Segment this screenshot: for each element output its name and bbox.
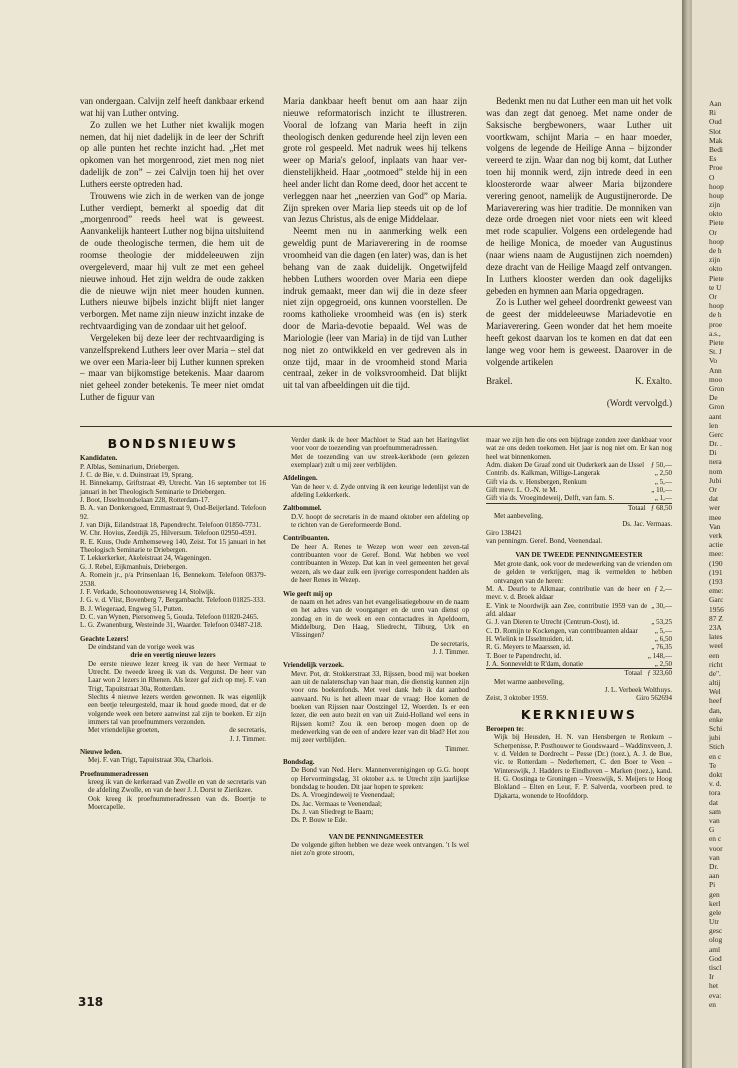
nieuwe-leden-title: Nieuwe leden. [80,748,122,757]
gift-row [486,461,672,469]
next-page-fragment: te U [709,282,722,292]
next-page-fragment: Gerc [709,429,724,439]
next-page-fragment: de h [709,246,722,256]
next-page-fragment: okto [709,264,723,274]
article-column-2 [283,96,467,392]
signature-name: J. J. Timmer. [432,647,469,656]
gift-desc: M. A. Deurlo te Alkmaar, contributie van de heer en mevr. v. d. Broek aldaar [486,584,651,602]
list-item: P. Alblas, Seminarium, Driebergen. [80,462,180,471]
list-item: B. J. Wiegeraad, Engweg 51, Putten. [80,604,184,613]
next-page-fragment: dat [709,797,719,807]
lezers-title: Geachte Lezers! [80,634,129,643]
gift-row [486,652,672,660]
gift-amount: „ 5,— [654,626,672,635]
next-page-fragment: gen [709,889,720,899]
bondsdag-title: Bondsdag. [283,758,315,767]
place-giro-row [486,694,672,702]
next-page-fragment: voor [709,843,723,853]
paragraph: De eindstand van de vorige week was [88,642,195,651]
next-page-fragment: Or [709,227,717,237]
list-item: J. F. Verkade, Schoonouwenseweg 14, Stolwijk. [80,587,216,596]
next-page-fragment: altij [709,678,721,688]
greeting: Met vriendelijke groeten, [88,726,160,735]
next-page-fragment: St. J [709,347,722,357]
next-page-fragment: Di [709,448,717,458]
next-page-fragment: Or [709,292,717,302]
paragraph: De heer A. Renes te Wezep won weer een zeven-tal contribuanten voor de Geref. Bond. Wat hebben we veel contribuanten in Wezep. Dat kan in veel gemeenten het geval wezen, als we daar zulk een ijverige correspondent hadden als de heer Renes in Wezep. [291,542,469,585]
next-page-fragment: len [709,420,719,430]
total-label: Totaal [628,503,646,512]
next-page-fragment: Aan [709,99,722,108]
news-column-2 [283,436,469,858]
next-page-fragment: richt [709,659,723,669]
list-item: H. Binnekamp, Griftstraat 49, Utrecht. Van 16 september tot 16 januari in het Theologisch Seminarie te Driebergen. [80,479,266,496]
paragraph: Wijk bij Heusden, H. N. van Hensbergen te Renkum – Scherpenisse, P. Posthouwer te Goudswaard – Waddinxveen, J. v. d. Velden te Dordrecht – Pesse (Dr.) (toez.), A. J. de Bue, vic. te Rotterdam – Nederhemert, C. den Boer te Veen – Winterswijk, J. Hadders te Eindhoven – Marken (toez.), kand. H. G. Oostinga te Groningen – Vreeswijk, S. Meijers te Hoog Blokland – Elten en Leur, F. P. Salverda, voorbeen pred. te Djakarta, wonende te Hoofddorp. [494,733,672,800]
gift-desc: Gift via ds. Vroegindeweij, Delft, van fam. S. [486,494,615,503]
gift-desc: T. Boer te Papendrecht, id. [486,651,562,660]
total-label: Totaal [624,669,643,678]
paragraph: Mej. F. van Trigt, Tapuitstraat 30a, Charlois. [88,756,214,765]
bondsnieuws-column [80,436,266,811]
total-row [486,503,672,512]
signature-name: Timmer. [445,744,469,753]
kandidaten-title: Kandidaten. [80,454,118,463]
gift-amount: ƒ 50,— [650,461,672,470]
next-page-fragment: de h [709,310,722,320]
gift-row [486,627,672,635]
next-page-fragment: Wel [709,687,721,697]
gift-desc: G. J. van Dieren te Utrecht (Centrum-Oost), id. [486,618,620,627]
next-page-fragment: God [709,953,722,963]
next-page-fragment: jubi [709,733,721,743]
next-page-fragment: okto [709,209,723,219]
paragraph: van penningm. Geref. Bond, Veenendaal. [486,537,603,546]
paragraph: De eerste nieuwe lezer kreeg ik van de heer Vermaat te Utrecht. De tweede kreeg ik van ds. Vergunst. De heer van Laar won 2 lezers in Rhenen. Als lezer gaf zich op mej. F. van Trigt, Tapuitstraat 30a, Rotterdam. [88,659,266,693]
gift-desc: Contrib. ds. Kalkman, Willige-Langerak [486,469,600,478]
list-item: B. A. van Donkersgoed, Emmastraat 9, Oud-Beijerland. Telefoon 92. [80,504,266,521]
gift-desc: C. D. Romijn te Kockengen, van contribuanten aldaar [486,626,638,635]
gift-row [486,602,672,619]
list-item: Ds. A. Vroegindeweij te Veenendaal; [291,791,395,800]
next-page-fragment: Oud [709,117,722,127]
next-page-fragment: 87 Z [709,613,723,623]
next-page-fragment: Bedi [709,144,723,154]
next-page-fragment: Ir [709,972,714,982]
next-page-fragment: enke [709,714,723,724]
gift-desc: R. G. Meyers te Maarssen, id. [486,643,571,652]
next-page-fragment: moo [709,374,723,384]
gift-desc: E. Vink te Noordwijk aan Zee, contributie 1959 van de afd. aldaar [486,601,648,618]
next-page-fragment: sam [709,806,721,816]
next-page-fragment: tiscl [709,963,722,973]
kerknieuws-heading: KERKNIEUWS [520,706,638,722]
section-divider [80,426,672,427]
next-page-fragment: houp [709,190,724,200]
gift-desc: Adm. diaken De Graaf zond uit Ouderkerk aan de IJssel [486,461,645,470]
next-page-fragment: Ri [709,108,716,118]
next-page-fragment: mee: [709,549,724,559]
gift-row [486,478,672,486]
next-page-fragment: hoop [709,181,724,191]
next-page-fragment: Gron [709,383,725,393]
paragraph: Ook kreeg ik proefnummeradressen van ds. Boertje te Moercapelle. [88,794,266,812]
gift-desc: H. Wielink te IJsselmuiden, id. [486,634,574,643]
gift-desc: Gift mevr. L. O.-N. te M. [486,486,558,495]
next-page-fragment: a.s., [709,328,721,338]
list-item: Ds. Jac. Vermaas te Veenendaal; [291,799,382,808]
wie-geeft-title: Wie geeft mij op [283,589,333,598]
gift-row [486,660,672,668]
next-page-fragment: Piete [709,337,724,347]
paragraph: maar we zijn hen die ons een bijdrage zonden zeer dankbaar voor wat ze ons deden toekomen. Het jaar is nog niet om. Er kan nog heel wat binnenkomen. [486,436,672,461]
next-page-fragment: en [709,999,716,1009]
signature-line [80,726,266,734]
paragraph: D.V. hoopt de secretaris in de maand oktober een afdeling op te richten van de Gereformeerde Bond. [291,512,469,530]
next-page-fragment: Piete [709,218,724,228]
next-page-fragment: Gron [709,402,725,412]
list-item: J. C. de Bie, v. d. Duinstraat 19, Sprang. [80,471,194,480]
zaltbommel-title: Zaltbommel. [283,504,322,513]
next-page-fragment: eva: [709,990,722,1000]
next-page-fragment: aant [709,411,722,421]
list-item: J. Boot, IJsselmondselaan 228, Rotterdam-17. [80,496,210,505]
next-page-fragment: Or [709,485,717,495]
next-page-fragment: G [709,825,715,835]
paragraph: de naam en het adres van het evangelisatiegebouw en de naam en het adres van de voorganger en de uren van dienst op zondag en in de week en een contactadres in Apeldoorn, Middelburg, Den Haag, Sliedrecht, Tilburg, Urk en Vlissingen? [291,597,469,640]
article-column-3 [486,96,672,410]
to-be-continued: (Wordt vervolgd.) [606,398,672,409]
next-page-fragment: De [709,393,718,403]
article-paragraph: Zo zullen we het Luther niet kwalijk mogen nemen, dat hij niet dadelijk in de leer der Schrift op alle punten het rechte inzicht had. „Het met opkomen van het morgenrood, ziet men nog niet dadelijk de zon” – zei Calvijn toen hij het over Luthers eerste optreden had. [80,119,264,189]
next-page-fragment: dat [709,494,719,504]
list-item: W. Chr. Hovius, Zeedijk 25, Hilversum. Telefoon 02950-4591. [80,529,257,538]
book-gutter [682,0,692,1068]
next-page-fragment: eme: [709,586,724,596]
next-page-fragment: zijn [709,255,721,265]
next-page-fragment: dan, [709,705,722,715]
gift-row [486,635,672,643]
list-item: T. Lekkerkerker, Akeleistraat 24, Wageningen. [80,554,212,563]
paragraph-emphasis: drie en veertig nieuwe lezers [130,651,216,660]
paragraph: Met de toezending van uw streek-kerkbode (een gelezen exemplaar) zult u mij zeer verblijden. [291,452,469,470]
signature-name: J. L. Verbeek Wolthuys. [604,685,672,694]
next-page-fragment: de". [709,668,721,678]
news-column-3 [486,436,672,800]
list-item: G. J. Rebel, Eijkmanhuis, Driebergen. [80,562,188,571]
next-page-fragment: heef [709,696,722,706]
next-page-fragment: v. d. [709,779,722,789]
list-item: A. Romein jr., p/a Prinsenlaan 16, Bennekom. Telefoon 08379-2538. [80,571,266,588]
gift-row [486,486,672,494]
secretary-name: J. J. Timmer. [229,734,266,743]
next-page-fragment: actie [709,540,723,550]
signature-name: Ds. Jac. Vermaas. [622,520,672,529]
next-page-fragment: Utr [709,917,719,927]
next-page-fragment: Dr. [709,861,719,871]
next-page-fragment: dokt [709,770,723,779]
next-page-fragment: 1956 [709,604,724,614]
next-page-fragment: Schi [709,724,723,734]
next-page-fragment: en c [709,834,722,844]
gift-amount: „ 6,50 [654,634,672,643]
gift-desc: Gift via ds. v. Hensbergen, Renkum [486,477,587,486]
article-paragraph: Maria dankbaar heeft benut om aan haar zijn nieuwe reformatorisch inzicht te illustreren. Vooral de lofzang van Maria heeft in zijn theologisch denken gedurende heel zijn leven een grote rol gespeeld. Met nadruk wees hij telkens weer op Maria's geloof, inplaats van haar verdienstelijkheid. Haar „ootmoed” stelde hij in een heel ander licht dan Rome deed, door het accent te verleggen naar het „neerzien van God” op Maria. Zijn spreken over Maria liep steeds uit op de lof van Jezus Christus, als de enige Middelaar. [283,96,467,225]
signature-title: De secretaris, [430,639,469,648]
gift-amount: „ 76,35 [651,643,672,652]
gift-amount: „ 30,— [651,601,672,610]
next-page-fragment: en c [709,751,722,761]
list-item: Ds. J. van Sliedregt te Baarn; [291,808,374,817]
next-page-fragment: proe [709,319,723,329]
next-page-fragment: Jubi [709,475,722,485]
list-item: L. G. Zwanenburg, Westeinde 31, Waarder. Telefoon 03487-218. [80,621,263,630]
gift-amount: „ 2,50 [654,659,672,668]
gift-amount: ƒ 2,— [654,584,672,593]
next-page-fragment: aan [709,871,720,881]
next-page-fragment: Slot [709,126,721,136]
gift-row [486,469,672,477]
next-page-fragment: wer [709,503,721,513]
list-item: D. C. van Wynen, Piersonweg 5, Gouda. Telefoon 01820-2465. [80,612,259,621]
next-page-fragment: nom [709,466,723,476]
gift-row [486,618,672,626]
proefnummer-title: Proefnummeradressen [80,769,149,778]
giro-number: Giro 138421 [486,528,522,537]
tweede-penningmeester-title: VAN DE TWEEDE PENNINGMEESTER [515,551,643,560]
next-page-fragment: olog [709,935,723,945]
total-row [486,668,672,677]
next-page-fragment: Ann [709,365,722,375]
gift-row [486,585,672,602]
paragraph: Mevr. Pot, dr. Stokkerstraat 33, Rijssen, bood mij wat boeken aan uit de nalatenschap van haar man, die dienstig kunnen zijn voor ons boekenfonds. Met veel dank heb ik dat aanbod aanvaard. Nu is het alleen maar de vraag: Hoe komen de boeken van Rijssen naar Oostzingel 12, Woerden. Is er een lezer, die een auto bezit en van uit Zuid-Holland wel eens in Rijssen komt? Zou ik een beroep mogen doen op de medewerking van de een of andere lezer van dit blad? Het zou mij zeer verblijden. [291,669,469,745]
list-item: J. van Dijk, Eilandstraat 18, Papendrecht. Telefoon 01850-7731. [80,521,261,530]
bondsnieuws-heading: BONDSNIEUWS [107,436,239,451]
gift-row [486,643,672,651]
gift-amount: „ 1,— [654,494,672,503]
next-page-fragment: 23A [709,622,722,632]
list-item: Ds. P. Bouw te Ede. [291,816,348,825]
next-page-fragment: kerl [709,898,721,908]
next-page-fragment: tora [709,788,721,798]
article-column-1 [80,96,264,404]
page-number: 318 [78,995,104,1009]
article-paragraph: Vergeleken bij deze leer der rechtvaardiging is vanzelfsprekend Luthers leer over Maria – stel dat we over een Maria-leer bij Luther kunnen spreken – maar van bijkomstige betekenis. Maar daarom niet geheel zonder betekenis. Te meer niet omdat Luther de figuur van [80,332,264,403]
paragraph: De volgende giften hebben we deze week ontvangen. 't Is wel niet zo'n grote stroom, [291,841,469,858]
next-page-fragment: (191 [709,567,723,577]
next-page-fragment: van [709,815,720,825]
next-page-fragment: verk [709,531,723,541]
next-page-fragment: zijn [709,200,721,210]
next-page-fragment: van [709,852,720,862]
gift-amount: „ 2,50 [654,469,672,478]
next-page-fragment: lates [709,632,723,642]
paragraph: Van de heer v. d. Zyde ontving ik een keurige ledenlijst van de afdeling Lekkerkerk. [291,482,469,500]
next-page-fragment: Proe [709,163,723,173]
total-amount: ƒ 323,60 [647,669,672,678]
paragraph: De Bond van Ned. Herv. Mannenverenigingen op G.G. hoopt op Hervormingsdag, 31 oktober a.s. te Utrecht zijn jaarlijkse bondsdag te houden. Dit jaar hopen te spreken: [291,766,469,792]
secretary-title: de secretaris, [229,726,266,735]
list-item: R. E. Kuus, Oude Arnhemseweg 140, Zeist. Tot 15 januari in het Theologisch Seminarie te Driebergen. [80,537,266,555]
next-page-fragment: mee [709,512,722,522]
next-page-fragment: nera [709,457,722,467]
verzoek-title: Vriendelijk verzoek. [283,661,344,670]
next-page-fragment: Es [709,154,717,164]
penningmeester-title: VAN DE PENNINGMEESTER [328,832,424,841]
next-page-fragment: Vo [709,356,718,366]
article-paragraph: Bedenkt men nu dat Luther een man uit het volk was dan zegt dat genoeg. Met name onder de Saksische bergbewoners, waar Luther uit voortkwam, schijnt Maria – en haar moeder, volgens de legende de Heilige Anna – bijzonder vereerd te zijn. Waar dan nog bij komt, dat Luther toen hij monnik werd, zijn intrede deed in een kloosterorde waar alweer Maria bijzondere verering genoot, namelijk de Augustijnerorde. De Mariaverering was hier traditie. De monniken van deze orde droegen niet voor niets een wit kleed met rode scapulier. Volgens een ordelegende had de heilige Monica, de moeder van Augustinus (naar wiens naam de Augustijnen zich noemden) deze dracht van de Heilige Maagd zelf ontvangen. In Luthers klooster werden dan ook dagelijks gebeden en hymnen aan Maria opgedragen. [486,96,672,296]
gift-desc: J. A. Sonneveldt te R'dam, donatie [486,659,584,668]
paragraph: Slechts 4 nieuwe lezers werden gewonnen. Ik was eigenlijk een beetje teleurgesteld, maar ik houd goede moed, dat er de volgende week een betere aanwinst zal zijn te boeken. Er zijn immers tal van proefnummers verzonden. [88,692,266,726]
paragraph: Verder dank ik de heer Machloet te Stad aan het Haringvliet voor voor de toezending van proefnummeradressen. [291,436,469,453]
article-paragraph: Zo is Luther wel geheel doordrenkt geweest van de geest der middeleeuwse Mariadevotie en Mariaverering. Geen wonder dat het hem moeite heeft gekost daarvan los te komen en dat dat een lange weg voor hem is geweest. Daarover in de volgende artikelen [486,297,672,367]
next-page-fragment: Te [709,760,717,770]
paragraph: kreeg ik van de kerkeraad van Zwolle en van de secretaris van de afdeling Zwolle, en van de heer J. J. Dorst te Zierikzee. [88,778,266,795]
next-page-fragment: Piete [709,273,724,283]
beroepen-title: Beroepen te: [486,725,525,733]
next-page-fragment: weel [709,641,723,651]
next-page-fragment: Pi [709,880,716,890]
paragraph: Met warme aanbeveling, [494,677,564,686]
next-page-edge [692,0,738,1068]
gift-amount: „ 5,— [654,477,672,486]
article-paragraph: Neemt men nu in aanmerking welk een geweldig punt de Mariaverering in de roomse vroomheid van die dagen (en later) was, dan is het behang van de zaak duidelijk. Ongetwijfeld hebben Luthers woorden over Maria een diepe indruk gemaakt, meer dan wij die in deze sfeer niet zijn opgegroeid, ons kunnen voorstellen. De rooms katholieke vroomheid was (en is) sterk door de Maria-devotie bepaald. Wel was de Mariologie (leer van Maria) in de tijd van Luther nog niet zo ontwikkeld en ver gedreven als in onze tijd, maar in de vroomheid stond Maria centraal, zeker in de volksvroomheid. Dat blijkt uit tal van afbeeldingen uit die tijd. [283,226,467,391]
next-page-fragment: Garc [709,595,724,605]
next-page-fragment: Van [709,521,721,531]
next-page-fragment: een [709,650,720,660]
afdelingen-title: Afdelingen. [283,474,318,483]
giro-number: Giro 562694 [636,694,672,703]
next-page-fragment: Stich [709,742,725,752]
article-signature [486,376,672,388]
gift-amount: „ 53,25 [651,618,672,627]
place-date: Zeist, 3 oktober 1959. [486,694,549,703]
next-page-fragment: (190 [709,558,723,568]
next-page-fragment: het [709,981,719,991]
article-place: Brakel. [486,376,513,387]
article-author: K. Exalto. [635,376,672,387]
paragraph: Met grote dank, ook voor de medewerking van de vrienden om de gelden te verkrijgen, mag ik vermelden te hebben ontvangen van de heren: [494,559,672,585]
next-page-fragment: gesc [709,926,723,936]
next-page-fragment: Mak [709,135,723,145]
contribuanten-title: Contribuanten. [283,534,330,543]
article-paragraph: van ondergaan. Calvijn zelf heeft dankbaar erkend wat hij van Luther ontving. [80,96,264,118]
total-amount: ƒ 68,50 [650,503,672,512]
next-page-fragment: (193 [709,576,723,586]
gift-row [486,494,672,502]
next-page-fragment: Dr. . [709,439,722,449]
article-paragraph: Trouwens wie zich in de werken van de jonge Luther verdiept, bemerkt al spoedig dat dit „morgenrood” reeds heel wat is geweest. Aanvankelijk hanteert Luther nog bijna uitsluitend de oude theologische termen, die hem uit de roomse theologie der middeleeuwen zijn overgeleverd, maar hij vult ze met een geheel nieuwe inhoud. Het zijn weldra de oude zakken die de nieuwe wijn niet meer houden kunnen. Luthers nieuwe bijbels inzicht blijft niet langer verborgen. Met name zijn nieuw inzicht inzake de rechtvaardiging van de zondaar uit het geloof. [80,190,264,332]
next-page-fragment: O [709,172,715,182]
next-page-fragment: aml [709,944,721,954]
list-item: J. G. v. d. Vlist, Bovenberg 7, Bergambacht. Telefoon 01825-333. [80,596,266,605]
next-page-fragment: hoop [709,301,724,311]
gift-amount: „ 10,— [651,486,672,495]
paragraph: Met aanbeveling, [494,512,543,521]
gift-amount: „ 148,— [647,651,672,660]
next-page-fragment: gele [709,907,722,917]
next-page-fragment: hoop [709,236,724,246]
